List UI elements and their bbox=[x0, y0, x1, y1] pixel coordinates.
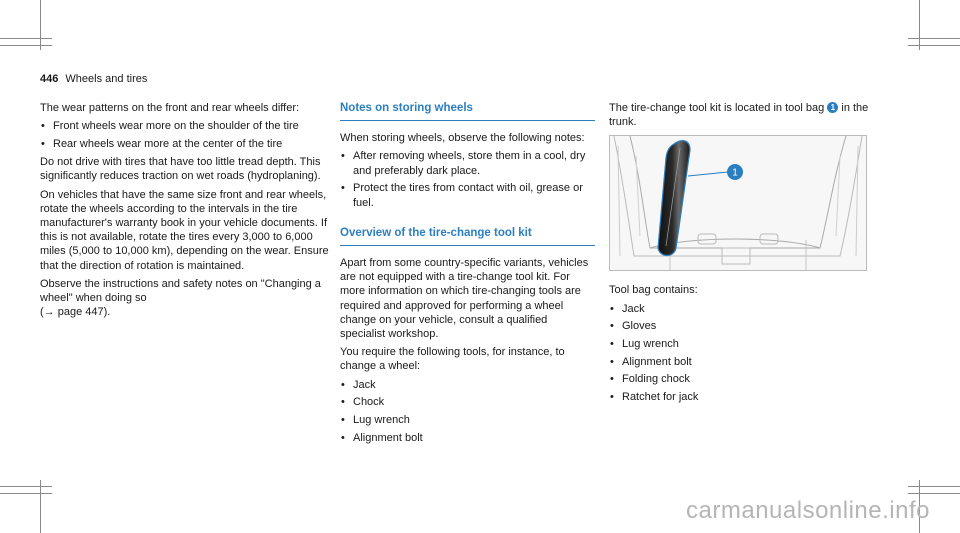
wear-intro: The wear patterns on the front and rear wheels differ: bbox=[40, 102, 300, 114]
list-item: • Lug wrench bbox=[341, 413, 410, 426]
trunk-illustration bbox=[609, 135, 867, 271]
rotate-paragraph: On vehicles that have the same size front and rear wheels, rotate the wheels according to the intervals in the tire manufacturer's warranty book in your vehicle documents. If this is not available, rotate the tires every 3,000 to 6,000 miles (5,000 to 10,000 km), depending on the wear. Ensure that the direction of rotation is maintained. bbox=[40, 188, 329, 272]
list-item: • Jack bbox=[610, 302, 645, 315]
storing-intro: When storing wheels, observe the following notes: bbox=[340, 132, 585, 145]
list-item: • Alignment bolt bbox=[341, 431, 423, 444]
page-header bbox=[40, 73, 147, 85]
observe-paragraph: Observe the instructions and safety notes on "Changing a wheel" when doing so (→ page 447). bbox=[40, 277, 321, 319]
tools-intro: You require the following tools, for instance, to change a wheel: bbox=[340, 346, 565, 373]
list-item: • Lug wrench bbox=[610, 338, 679, 351]
list-item: • Chock bbox=[341, 396, 385, 409]
storing-heading: Notes on storing wheels bbox=[340, 101, 595, 121]
list-item: • Jack bbox=[341, 378, 376, 391]
list-item: • Protect the tires from contact with oil, grease or fuel. bbox=[341, 182, 583, 209]
bag-list bbox=[609, 302, 869, 405]
section-title: Wheels and tires bbox=[65, 73, 148, 85]
storing-list bbox=[340, 149, 595, 209]
list-item: • Gloves bbox=[610, 320, 657, 333]
list-item: • Ratchet for jack bbox=[610, 391, 699, 404]
middle-column bbox=[340, 101, 595, 449]
toolkit-paragraph: Apart from some country-specific variants, vehicles are not equipped with a tire-change tool kit. For more information on which tire-changing tools are required and approved for performing a wheel change on your vehicle, consult a qualified specialist workshop. bbox=[340, 256, 589, 340]
tread-paragraph: Do not drive with tires that have too little tread depth. This significantly reduces traction on wet roads (hydroplaning). bbox=[40, 156, 321, 183]
svg-text:1: 1 bbox=[732, 167, 738, 179]
page-reference-link[interactable]: (→ page 447). bbox=[40, 306, 111, 319]
list-item: • After removing wheels, store them in a cool, dry and preferably dark place. bbox=[341, 150, 586, 177]
list-item: • Folding chock bbox=[610, 373, 690, 386]
bag-heading: Tool bag contains: bbox=[609, 284, 698, 297]
watermark: carmanualsonline.info bbox=[686, 497, 930, 524]
right-column bbox=[609, 101, 869, 408]
left-column bbox=[40, 101, 330, 323]
trunk-drawing bbox=[610, 136, 866, 270]
wear-list bbox=[40, 119, 330, 151]
list-item: • Alignment bolt bbox=[610, 355, 692, 368]
callout-badge: 1 bbox=[827, 102, 838, 113]
toolkit-location: The tire-change tool kit is located in tool bag 1 in the trunk. bbox=[609, 102, 869, 129]
toolkit-heading: Overview of the tire-change tool kit bbox=[340, 226, 595, 246]
tools-list bbox=[340, 378, 595, 445]
list-item: • Front wheels wear more on the shoulder of the tire bbox=[41, 120, 299, 133]
list-item: • Rear wheels wear more at the center of the tire bbox=[41, 137, 283, 150]
page-number: 446 bbox=[40, 73, 59, 85]
